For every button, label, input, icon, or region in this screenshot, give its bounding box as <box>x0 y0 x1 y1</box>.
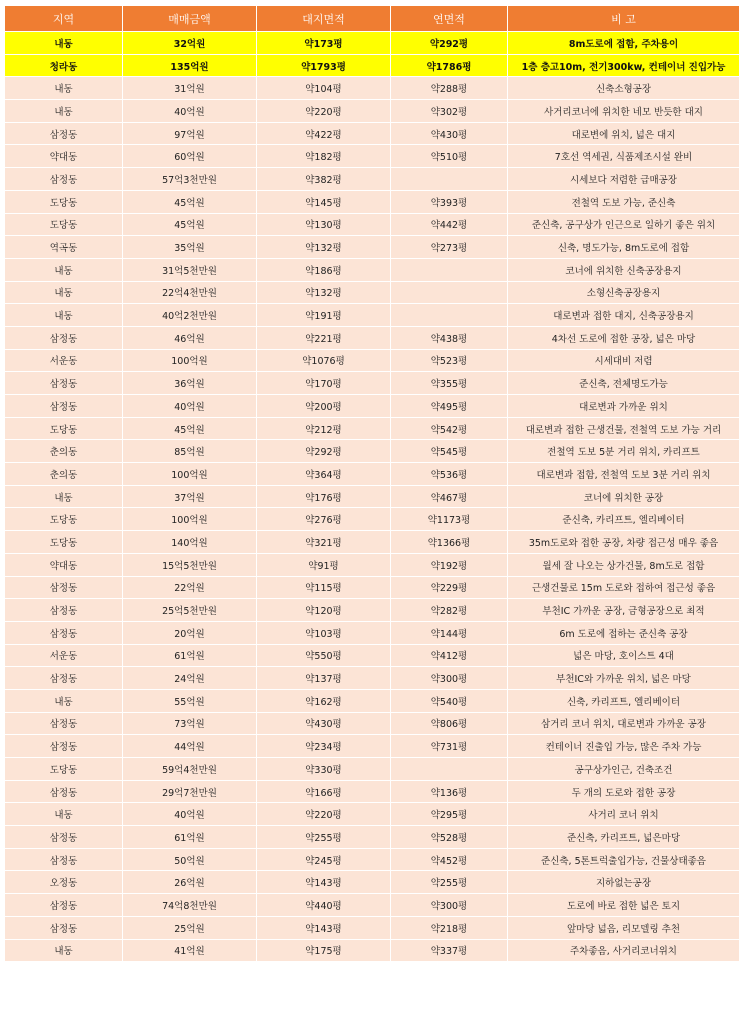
cell-land-area: 약1076평 <box>257 349 391 372</box>
cell-sale-price: 29억7천만원 <box>123 780 257 803</box>
table-row <box>5 826 740 849</box>
featured-table-row <box>5 32 740 55</box>
cell-region: 도당동 <box>5 508 123 531</box>
cell-remarks: 근생건물로 15m 도로와 접하여 접근성 좋음 <box>508 576 740 599</box>
cell-land-area: 약191평 <box>257 304 391 327</box>
table-row <box>5 258 740 281</box>
cell-floor-area: 약1366평 <box>391 531 508 554</box>
cell-region: 내동 <box>5 100 123 123</box>
table-row <box>5 667 740 690</box>
cell-sale-price: 100억원 <box>123 463 257 486</box>
cell-region: 삼정동 <box>5 826 123 849</box>
table-row <box>5 440 740 463</box>
cell-sale-price: 22억원 <box>123 576 257 599</box>
table-row <box>5 508 740 531</box>
table-row <box>5 735 740 758</box>
cell-remarks: 신축소형공장 <box>508 77 740 100</box>
cell-floor-area: 약288평 <box>391 77 508 100</box>
cell-land-area: 약440평 <box>257 894 391 917</box>
header-remarks: 비 고 <box>508 6 740 32</box>
cell-floor-area: 약495평 <box>391 395 508 418</box>
cell-region: 서운동 <box>5 349 123 372</box>
cell-region: 삼정동 <box>5 848 123 871</box>
cell-remarks: 대로변과 접함, 전철역 도보 3분 거리 위치 <box>508 463 740 486</box>
cell-region: 청라동 <box>5 54 123 77</box>
table-row <box>5 689 740 712</box>
cell-remarks: 부천IC 가까운 공장, 금형공장으로 최적 <box>508 599 740 622</box>
cell-region: 내동 <box>5 281 123 304</box>
cell-land-area: 약220평 <box>257 100 391 123</box>
cell-floor-area: 약542평 <box>391 417 508 440</box>
cell-remarks: 신축, 명도가능, 8m도로에 접함 <box>508 236 740 259</box>
cell-land-area: 약166평 <box>257 780 391 803</box>
cell-region: 삼정동 <box>5 122 123 145</box>
cell-region: 내동 <box>5 485 123 508</box>
cell-region: 삼정동 <box>5 326 123 349</box>
cell-sale-price: 100억원 <box>123 508 257 531</box>
cell-remarks: 소형신축공장용지 <box>508 281 740 304</box>
cell-remarks: 신축, 카리프트, 엘리베이터 <box>508 689 740 712</box>
cell-region: 삼정동 <box>5 621 123 644</box>
cell-floor-area: 약536평 <box>391 463 508 486</box>
header-region: 지역 <box>5 6 123 32</box>
cell-land-area: 약321평 <box>257 531 391 554</box>
cell-remarks: 전철역 도보 5분 거리 위치, 카리프트 <box>508 440 740 463</box>
table-row <box>5 395 740 418</box>
cell-land-area: 약104평 <box>257 77 391 100</box>
table-row <box>5 213 740 236</box>
header-land-area: 대지면적 <box>257 6 391 32</box>
cell-remarks: 준신축, 5톤트럭출입가능, 건물상태좋음 <box>508 848 740 871</box>
cell-sale-price: 31억5천만원 <box>123 258 257 281</box>
cell-sale-price: 36억원 <box>123 372 257 395</box>
cell-land-area: 약430평 <box>257 712 391 735</box>
table-header <box>5 6 740 32</box>
cell-remarks: 1층 층고10m, 전기300kw, 컨테이너 진입가능 <box>508 54 740 77</box>
cell-floor-area: 약806평 <box>391 712 508 735</box>
cell-region: 오정동 <box>5 871 123 894</box>
cell-land-area: 약234평 <box>257 735 391 758</box>
cell-sale-price: 61억원 <box>123 826 257 849</box>
cell-remarks: 코너에 위치한 신축공장용지 <box>508 258 740 281</box>
cell-floor-area: 약255평 <box>391 871 508 894</box>
cell-land-area: 약182평 <box>257 145 391 168</box>
cell-remarks: 대로변과 접한 대지, 신축공장용지 <box>508 304 740 327</box>
cell-region: 도당동 <box>5 531 123 554</box>
cell-land-area: 약292평 <box>257 440 391 463</box>
table-row <box>5 122 740 145</box>
property-listing-table <box>4 5 740 962</box>
cell-floor-area: 약295평 <box>391 803 508 826</box>
cell-region: 삼정동 <box>5 576 123 599</box>
table-row <box>5 803 740 826</box>
cell-region: 도당동 <box>5 190 123 213</box>
cell-sale-price: 85억원 <box>123 440 257 463</box>
cell-region: 내동 <box>5 304 123 327</box>
table-row <box>5 939 740 962</box>
table-row <box>5 168 740 191</box>
cell-remarks: 준신축, 공구상가 인근으로 일하기 좋은 위치 <box>508 213 740 236</box>
cell-land-area: 약132평 <box>257 281 391 304</box>
cell-remarks: 대로변과 가까운 위치 <box>508 395 740 418</box>
cell-remarks: 4차선 도로에 접한 공장, 넓은 마당 <box>508 326 740 349</box>
cell-region: 삼정동 <box>5 599 123 622</box>
cell-remarks: 코너에 위치한 공장 <box>508 485 740 508</box>
table-row <box>5 145 740 168</box>
cell-sale-price: 40억2천만원 <box>123 304 257 327</box>
cell-sale-price: 41억원 <box>123 939 257 962</box>
cell-land-area: 약221평 <box>257 326 391 349</box>
table-row <box>5 916 740 939</box>
cell-floor-area: 약467평 <box>391 485 508 508</box>
cell-land-area: 약143평 <box>257 871 391 894</box>
cell-sale-price: 32억원 <box>123 32 257 55</box>
table-body <box>5 32 740 962</box>
cell-sale-price: 15억5천만원 <box>123 553 257 576</box>
cell-remarks: 시세대비 저렴 <box>508 349 740 372</box>
cell-sale-price: 45억원 <box>123 417 257 440</box>
table-row <box>5 485 740 508</box>
table-row <box>5 848 740 871</box>
cell-floor-area: 약540평 <box>391 689 508 712</box>
cell-sale-price: 57억3천만원 <box>123 168 257 191</box>
cell-sale-price: 60억원 <box>123 145 257 168</box>
cell-region: 내동 <box>5 803 123 826</box>
cell-sale-price: 50억원 <box>123 848 257 871</box>
cell-floor-area: 약292평 <box>391 32 508 55</box>
cell-remarks: 준신축, 카리프트, 엘리베이터 <box>508 508 740 531</box>
table-row <box>5 349 740 372</box>
cell-sale-price: 135억원 <box>123 54 257 77</box>
cell-land-area: 약103평 <box>257 621 391 644</box>
cell-land-area: 약1793평 <box>257 54 391 77</box>
cell-sale-price: 22억4천만원 <box>123 281 257 304</box>
cell-sale-price: 59억4천만원 <box>123 758 257 781</box>
cell-land-area: 약115평 <box>257 576 391 599</box>
cell-remarks: 지하없는공장 <box>508 871 740 894</box>
cell-sale-price: 40억원 <box>123 395 257 418</box>
cell-remarks: 대로변과 접한 근생건물, 전철역 도보 가능 거리 <box>508 417 740 440</box>
table-row <box>5 190 740 213</box>
cell-land-area: 약276평 <box>257 508 391 531</box>
table-row <box>5 236 740 259</box>
header-row <box>5 6 740 32</box>
cell-sale-price: 46억원 <box>123 326 257 349</box>
cell-region: 도당동 <box>5 758 123 781</box>
cell-sale-price: 24억원 <box>123 667 257 690</box>
cell-remarks: 주차좋음, 사거리코너위치 <box>508 939 740 962</box>
cell-region: 삼정동 <box>5 667 123 690</box>
table-row <box>5 599 740 622</box>
cell-region: 내동 <box>5 32 123 55</box>
table-row <box>5 417 740 440</box>
table-row <box>5 326 740 349</box>
cell-floor-area: 약229평 <box>391 576 508 599</box>
cell-region: 삼정동 <box>5 916 123 939</box>
cell-remarks: 7호선 역세권, 식품제조시설 완비 <box>508 145 740 168</box>
cell-sale-price: 61억원 <box>123 644 257 667</box>
cell-remarks: 준신축, 카리프트, 넓은마당 <box>508 826 740 849</box>
cell-sale-price: 35억원 <box>123 236 257 259</box>
cell-region: 약대동 <box>5 553 123 576</box>
cell-remarks: 컨테이너 진출입 가능, 많은 주차 가능 <box>508 735 740 758</box>
table-row <box>5 712 740 735</box>
cell-remarks: 사거리코너에 위치한 네모 반듯한 대지 <box>508 100 740 123</box>
cell-region: 삼정동 <box>5 894 123 917</box>
cell-floor-area: 약1173평 <box>391 508 508 531</box>
featured-table-row <box>5 54 740 77</box>
cell-sale-price: 20억원 <box>123 621 257 644</box>
cell-floor-area: 약523평 <box>391 349 508 372</box>
cell-sale-price: 31억원 <box>123 77 257 100</box>
cell-land-area: 약330평 <box>257 758 391 781</box>
cell-sale-price: 37억원 <box>123 485 257 508</box>
cell-sale-price: 97억원 <box>123 122 257 145</box>
cell-floor-area: 약393평 <box>391 190 508 213</box>
cell-remarks: 6m 도로에 접하는 준신축 공장 <box>508 621 740 644</box>
cell-sale-price: 44억원 <box>123 735 257 758</box>
cell-sale-price: 25억원 <box>123 916 257 939</box>
cell-floor-area: 약273평 <box>391 236 508 259</box>
table-row <box>5 758 740 781</box>
cell-remarks: 넓은 마당, 호이스트 4대 <box>508 644 740 667</box>
header-sale-price: 매매금액 <box>123 6 257 32</box>
cell-land-area: 약176평 <box>257 485 391 508</box>
cell-land-area: 약120평 <box>257 599 391 622</box>
cell-land-area: 약130평 <box>257 213 391 236</box>
cell-floor-area: 약192평 <box>391 553 508 576</box>
cell-sale-price: 74억8천만원 <box>123 894 257 917</box>
cell-sale-price: 45억원 <box>123 213 257 236</box>
cell-region: 삼정동 <box>5 168 123 191</box>
table-row <box>5 531 740 554</box>
cell-floor-area: 약300평 <box>391 667 508 690</box>
cell-remarks: 두 개의 도로와 접한 공장 <box>508 780 740 803</box>
cell-sale-price: 25억5천만원 <box>123 599 257 622</box>
cell-land-area: 약364평 <box>257 463 391 486</box>
cell-sale-price: 55억원 <box>123 689 257 712</box>
table-row <box>5 894 740 917</box>
cell-remarks: 삼거리 코너 위치, 대로변과 가까운 공장 <box>508 712 740 735</box>
cell-region: 삼정동 <box>5 712 123 735</box>
cell-land-area: 약170평 <box>257 372 391 395</box>
cell-region: 삼정동 <box>5 395 123 418</box>
table-row <box>5 304 740 327</box>
cell-region: 내동 <box>5 939 123 962</box>
table-row <box>5 576 740 599</box>
cell-region: 삼정동 <box>5 780 123 803</box>
cell-land-area: 약422평 <box>257 122 391 145</box>
cell-region: 역곡동 <box>5 236 123 259</box>
table-row <box>5 780 740 803</box>
header-floor-area: 연면적 <box>391 6 508 32</box>
cell-land-area: 약212평 <box>257 417 391 440</box>
cell-land-area: 약255평 <box>257 826 391 849</box>
cell-floor-area <box>391 281 508 304</box>
table-row <box>5 100 740 123</box>
cell-land-area: 약245평 <box>257 848 391 871</box>
cell-region: 삼정동 <box>5 372 123 395</box>
cell-floor-area: 약355평 <box>391 372 508 395</box>
cell-floor-area: 약337평 <box>391 939 508 962</box>
cell-floor-area: 약510평 <box>391 145 508 168</box>
cell-floor-area: 약528평 <box>391 826 508 849</box>
cell-remarks: 부천IC와 가까운 위치, 넓은 마당 <box>508 667 740 690</box>
table-row <box>5 372 740 395</box>
cell-floor-area: 약300평 <box>391 894 508 917</box>
cell-floor-area <box>391 258 508 281</box>
cell-land-area: 약143평 <box>257 916 391 939</box>
cell-sale-price: 45억원 <box>123 190 257 213</box>
table-row <box>5 77 740 100</box>
cell-land-area: 약91평 <box>257 553 391 576</box>
cell-sale-price: 26억원 <box>123 871 257 894</box>
cell-floor-area: 약218평 <box>391 916 508 939</box>
cell-remarks: 8m도로에 접함, 주차용이 <box>508 32 740 55</box>
table-row <box>5 644 740 667</box>
cell-land-area: 약162평 <box>257 689 391 712</box>
cell-remarks: 도로에 바로 접한 넓은 토지 <box>508 894 740 917</box>
cell-remarks: 월세 잘 나오는 상가건물, 8m도로 접함 <box>508 553 740 576</box>
cell-floor-area: 약1786평 <box>391 54 508 77</box>
cell-sale-price: 140억원 <box>123 531 257 554</box>
cell-floor-area: 약430평 <box>391 122 508 145</box>
cell-region: 춘의동 <box>5 463 123 486</box>
cell-land-area: 약132평 <box>257 236 391 259</box>
table-row <box>5 621 740 644</box>
cell-sale-price: 100억원 <box>123 349 257 372</box>
cell-land-area: 약175평 <box>257 939 391 962</box>
cell-region: 삼정동 <box>5 735 123 758</box>
table-row <box>5 463 740 486</box>
cell-land-area: 약173평 <box>257 32 391 55</box>
cell-remarks: 사거리 코너 위치 <box>508 803 740 826</box>
cell-floor-area: 약442평 <box>391 213 508 236</box>
cell-region: 약대동 <box>5 145 123 168</box>
cell-floor-area: 약282평 <box>391 599 508 622</box>
cell-floor-area: 약438평 <box>391 326 508 349</box>
cell-floor-area <box>391 168 508 191</box>
cell-floor-area: 약136평 <box>391 780 508 803</box>
cell-remarks: 준신축, 전체명도가능 <box>508 372 740 395</box>
cell-floor-area: 약545평 <box>391 440 508 463</box>
cell-land-area: 약186평 <box>257 258 391 281</box>
cell-remarks: 앞마당 넓음, 리모델링 추천 <box>508 916 740 939</box>
cell-floor-area: 약302평 <box>391 100 508 123</box>
cell-floor-area: 약731평 <box>391 735 508 758</box>
cell-region: 내동 <box>5 258 123 281</box>
cell-region: 도당동 <box>5 417 123 440</box>
cell-remarks: 공구상가인근, 건축조건 <box>508 758 740 781</box>
cell-remarks: 35m도로와 접한 공장, 차량 접근성 매우 좋음 <box>508 531 740 554</box>
cell-remarks: 전철역 도보 가능, 준신축 <box>508 190 740 213</box>
table-row <box>5 281 740 304</box>
cell-remarks: 대로변에 위치, 넓은 대지 <box>508 122 740 145</box>
cell-sale-price: 40억원 <box>123 100 257 123</box>
cell-land-area: 약382평 <box>257 168 391 191</box>
cell-land-area: 약137평 <box>257 667 391 690</box>
cell-land-area: 약550평 <box>257 644 391 667</box>
cell-floor-area: 약452평 <box>391 848 508 871</box>
cell-land-area: 약220평 <box>257 803 391 826</box>
cell-floor-area: 약412평 <box>391 644 508 667</box>
cell-floor-area <box>391 758 508 781</box>
cell-region: 내동 <box>5 689 123 712</box>
cell-floor-area <box>391 304 508 327</box>
table-row <box>5 871 740 894</box>
cell-region: 춘의동 <box>5 440 123 463</box>
cell-remarks: 시세보다 저렴한 급매공장 <box>508 168 740 191</box>
cell-sale-price: 73억원 <box>123 712 257 735</box>
cell-region: 내동 <box>5 77 123 100</box>
cell-floor-area: 약144평 <box>391 621 508 644</box>
cell-land-area: 약200평 <box>257 395 391 418</box>
cell-region: 도당동 <box>5 213 123 236</box>
table-row <box>5 553 740 576</box>
cell-land-area: 약145평 <box>257 190 391 213</box>
cell-region: 서운동 <box>5 644 123 667</box>
cell-sale-price: 40억원 <box>123 803 257 826</box>
